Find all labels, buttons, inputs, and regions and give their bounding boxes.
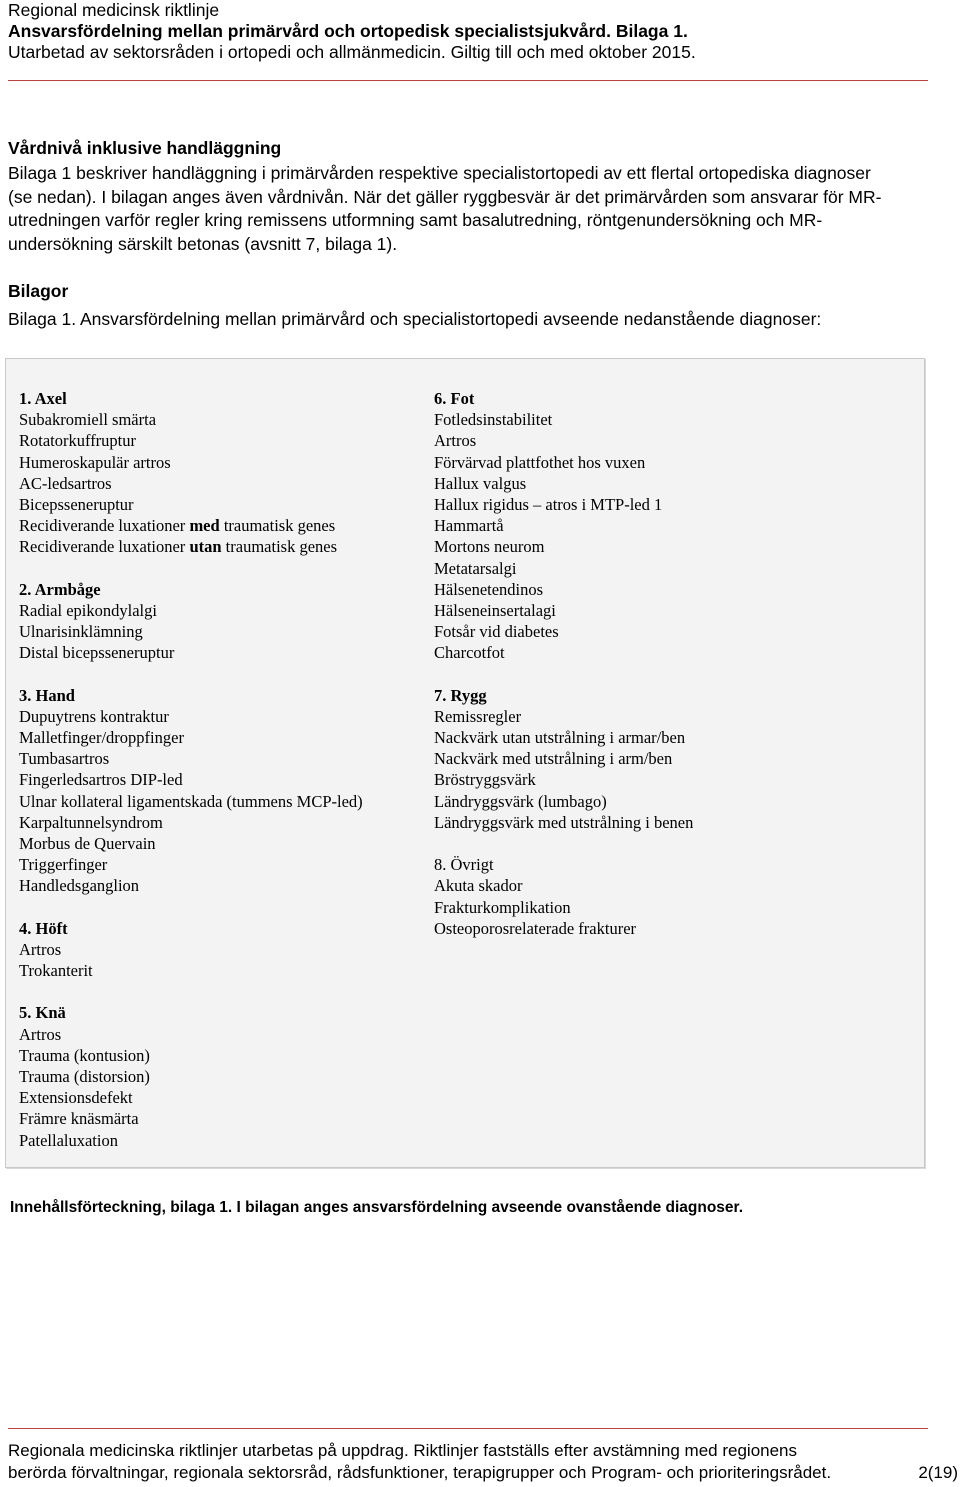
diagnosis-item: Nackvärk med utstrålning i arm/ben <box>434 749 673 769</box>
diagnosis-item: Bröstryggsvärk <box>434 770 536 790</box>
paragraph-line: utredningen varför regler kring remissens utformning samt basalutredning, röntgenundersökning och MR- <box>8 210 823 230</box>
diagnosis-item: Extensionsdefekt <box>19 1088 133 1108</box>
footer-line: Regionala medicinska riktlinjer utarbetas på uppdrag. Riktlinjer fastställs efter avstämning med regionens <box>8 1441 798 1460</box>
diagnosis-item: Morbus de Quervain <box>19 833 156 853</box>
header-document-title: Ansvarsfördelning mellan primärvård och ortopedisk specialistsjukvård. Bilaga 1. <box>8 21 688 41</box>
diagnosis-text: traumatisk genes <box>221 537 338 557</box>
category-title-rygg: 7. Rygg <box>434 685 487 705</box>
diagnosis-item: Rotatorkuffruptur <box>19 431 137 451</box>
diagnosis-item: Ulnar kollateral ligamentskada (tummens MCP-led) <box>19 791 363 811</box>
category-title-hoft: 4. Höft <box>19 918 68 938</box>
diagnosis-item: Patellaluxation <box>19 1130 118 1150</box>
diagnosis-item: Metatarsalgi <box>434 558 517 578</box>
diagnosis-item: Artros <box>434 431 477 451</box>
diagnosis-item: Distal bicepsseneruptur <box>19 643 175 663</box>
header-validity: Utarbetad av sektorsråden i ortopedi och allmänmedicin. Giltig till och med oktober 2015. <box>8 42 696 62</box>
category-title-armbage: 2. Armbåge <box>19 579 101 599</box>
diagnosis-column-right <box>434 388 693 939</box>
spacer <box>19 558 363 579</box>
section-heading-vardniva: Vårdnivå inklusive handläggning <box>8 138 282 158</box>
diagnosis-item: Hallux valgus <box>434 473 527 493</box>
category-title-hand: 3. Hand <box>19 685 75 705</box>
spacer <box>434 833 693 854</box>
diagnosis-item: Hammartå <box>434 516 504 536</box>
diagnosis-item: Humeroskapulär artros <box>19 452 171 472</box>
diagnosis-item: Remissregler <box>434 706 522 726</box>
diagnosis-item: Dupuytrens kontraktur <box>19 706 169 726</box>
diagnosis-item: Ländryggsvärk (lumbago) <box>434 791 607 811</box>
paragraph-line: Bilaga 1 beskriver handläggning i primärvården respektive specialistortopedi av ett flertal ortopediska diagnoser <box>8 163 871 183</box>
diagnosis-item: Akuta skador <box>434 876 523 896</box>
spacer <box>434 663 693 684</box>
category-title-fot: 6. Fot <box>434 389 475 408</box>
diagnosis-column-left <box>19 388 363 1151</box>
diagnosis-item: AC-ledsartros <box>19 473 112 493</box>
bilagor-description <box>8 308 933 332</box>
header-guideline-type: Regional medicinsk riktlinje <box>8 0 220 20</box>
diagnosis-item: Frakturkomplikation <box>434 897 571 917</box>
diagnosis-item: Charcotfot <box>434 643 505 663</box>
diagnosis-item: Tumbasartros <box>19 749 110 769</box>
diagnosis-item: Osteoporosrelaterade frakturer <box>434 918 637 938</box>
page-number: 2(19) <box>918 1463 958 1482</box>
diagnosis-item: Ulnarisinklämning <box>19 622 143 642</box>
diagnosis-item: Trokanterit <box>19 961 93 981</box>
category-title-ovrigt: 8. Övrigt <box>434 855 494 875</box>
diagnosis-item: Trauma (distorsion) <box>19 1067 150 1086</box>
diagnosis-item: Artros <box>19 939 62 959</box>
diagnosis-item <box>19 515 363 536</box>
diagnosis-item: Ländryggsvärk med utstrålning i benen <box>434 812 694 832</box>
spacer <box>19 663 363 684</box>
diagnosis-item: Malletfinger/droppfinger <box>19 728 184 747</box>
footer-divider <box>8 1428 928 1429</box>
diagnosis-item: Fotledsinstabilitet <box>434 410 553 430</box>
header-divider <box>8 80 928 81</box>
diagnosis-item: Artros <box>19 1024 62 1044</box>
diagnosis-item: Subakromiell smärta <box>19 410 157 430</box>
diagnosis-emphasis: med <box>189 516 220 536</box>
diagnosis-item: Handledsganglion <box>19 876 140 896</box>
diagnosis-item: Bicepsseneruptur <box>19 494 134 514</box>
diagnosis-item: Främre knäsmärta <box>19 1109 139 1129</box>
diagnosis-item: Karpaltunnelsyndrom <box>19 812 163 832</box>
document-footer <box>8 1440 958 1484</box>
section-heading-bilagor: Bilagor <box>8 281 69 301</box>
diagnosis-item: Hälsenetendinos <box>434 579 544 599</box>
bilagor-text: Bilaga 1. Ansvarsfördelning mellan primärvård och specialistortopedi avseende nedanstående diagnoser: <box>8 309 822 329</box>
paragraph-line: (se nedan). I bilagan anges även vårdnivån. När det gäller ryggbesvär är det primärvården som ansvarar för MR- <box>8 186 882 207</box>
diagnosis-item: Radial epikondylalgi <box>19 600 157 620</box>
paragraph-line: undersökning särskilt betonas (avsnitt 7, bilaga 1). <box>8 233 398 254</box>
diagnosis-item: Hälseneinsertalagi <box>434 600 556 620</box>
spacer <box>19 897 363 918</box>
diagnosis-text: traumatisk genes <box>219 516 336 536</box>
diagnosis-item: Trauma (kontusion) <box>19 1045 150 1065</box>
contents-note: Innehållsförteckning, bilaga 1. I bilagan anges ansvarsfördelning avseende ovanstående diagnoser. <box>10 1199 744 1216</box>
diagnosis-item: Fingerledsartros DIP-led <box>19 770 183 790</box>
diagnosis-text: Recidiverande luxationer <box>19 537 190 557</box>
diagnosis-item: Fotsår vid diabetes <box>434 622 559 642</box>
footer-line: berörda förvaltningar, regionala sektorsråd, rådsfunktioner, terapigrupper och Program- och prioriteringsrådet. <box>8 1463 832 1482</box>
diagnosis-emphasis: utan <box>189 537 222 557</box>
diagnosis-item <box>19 536 363 557</box>
category-title-axel: 1. Axel <box>19 389 67 408</box>
diagnosis-item: Hallux rigidus – atros i MTP-led 1 <box>434 494 663 514</box>
spacer <box>19 981 363 1002</box>
diagnosis-item: Mortons neurom <box>434 537 545 557</box>
diagnosis-text: Recidiverande luxationer <box>19 516 190 536</box>
document-header <box>8 0 948 63</box>
category-title-kna: 5. Knä <box>19 1003 66 1023</box>
diagnosis-item: Förvärvad plattfothet hos vuxen <box>434 452 646 472</box>
section-paragraph-vardniva <box>8 162 933 256</box>
diagnosis-item: Triggerfinger <box>19 855 108 875</box>
diagnosis-item: Nackvärk utan utstrålning i armar/ben <box>434 728 686 747</box>
